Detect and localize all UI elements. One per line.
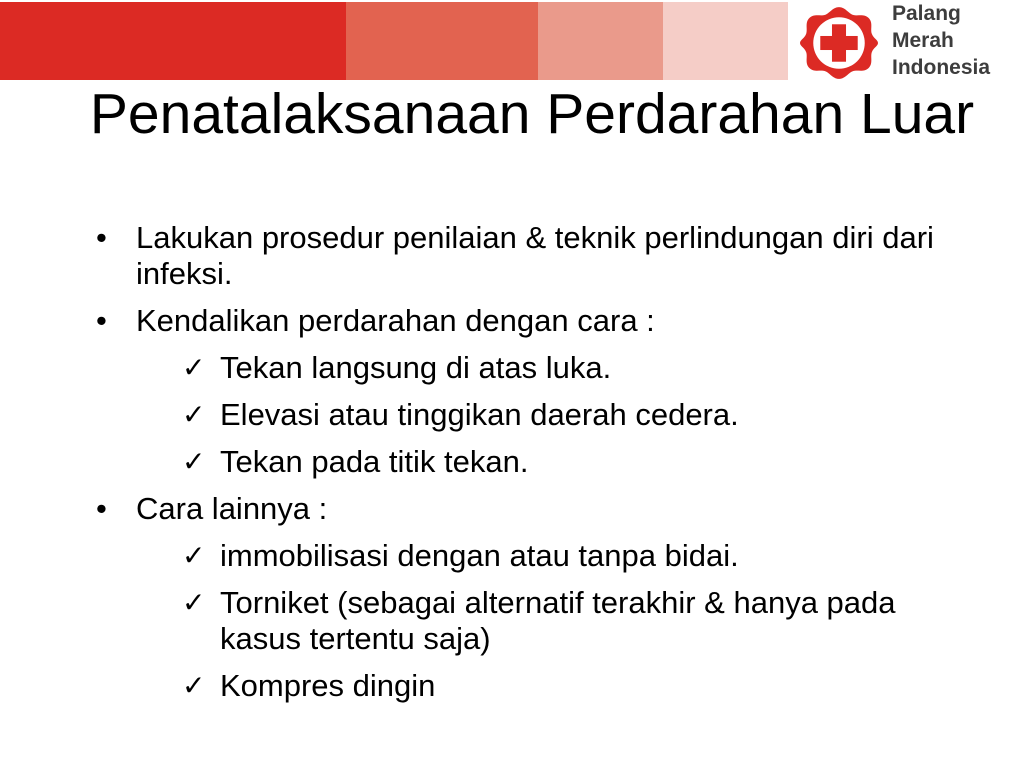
checklist-item (182, 585, 956, 657)
bullet-item (96, 491, 956, 704)
header-bar-segment (538, 2, 663, 80)
checklist-text: immobilisasi dengan atau tanpa bidai. (220, 538, 739, 573)
header-bar-segment (0, 2, 346, 80)
pmi-logo (796, 0, 1024, 82)
checklist (136, 350, 956, 480)
checklist-item (182, 444, 956, 480)
checklist-item (182, 538, 956, 574)
header-bar-segment (346, 2, 538, 80)
bullet-text: Lakukan prosedur penilaian & teknik perlindungan diri dari infeksi. (136, 220, 934, 291)
logo-text-line: Merah (892, 29, 954, 52)
bullet-text: Cara lainnya : (136, 491, 328, 526)
logo-wordmark (892, 0, 990, 81)
checklist-text: Torniket (sebagai alternatif terakhir & hanya pada kasus tertentu saja) (220, 585, 896, 656)
logo-text-line: Indonesia (892, 56, 991, 79)
bullet-icon: • (96, 220, 107, 255)
bullet-icon: • (96, 491, 107, 526)
checklist-text: Tekan langsung di atas luka. (220, 350, 612, 385)
checklist-text: Elevasi atau tinggikan daerah cedera. (220, 397, 739, 432)
checklist-item (182, 668, 956, 704)
header-bar-segment (663, 2, 788, 80)
checklist-item (182, 397, 956, 433)
bullet-list (96, 220, 956, 704)
checkmark-icon: ✓ (182, 351, 206, 384)
bullet-icon: • (96, 303, 107, 338)
header-color-bar (0, 2, 788, 80)
logo-text-line: Palang (892, 2, 961, 25)
slide-content (96, 220, 956, 715)
checklist-text: Tekan pada titik tekan. (220, 444, 529, 479)
bullet-text: Kendalikan perdarahan dengan cara : (136, 303, 655, 338)
checkmark-icon: ✓ (182, 586, 206, 619)
checkmark-icon: ✓ (182, 445, 206, 478)
checkmark-icon: ✓ (182, 398, 206, 431)
bullet-item (96, 220, 956, 292)
checklist-item (182, 350, 956, 386)
bullet-item (96, 303, 956, 480)
checkmark-icon: ✓ (182, 539, 206, 572)
checkmark-icon: ✓ (182, 669, 206, 702)
red-cross-emblem-icon (800, 4, 878, 82)
slide-title: Penatalaksanaan Perdarahan Luar (89, 82, 975, 146)
checklist (136, 538, 956, 704)
checklist-text: Kompres dingin (220, 668, 436, 703)
